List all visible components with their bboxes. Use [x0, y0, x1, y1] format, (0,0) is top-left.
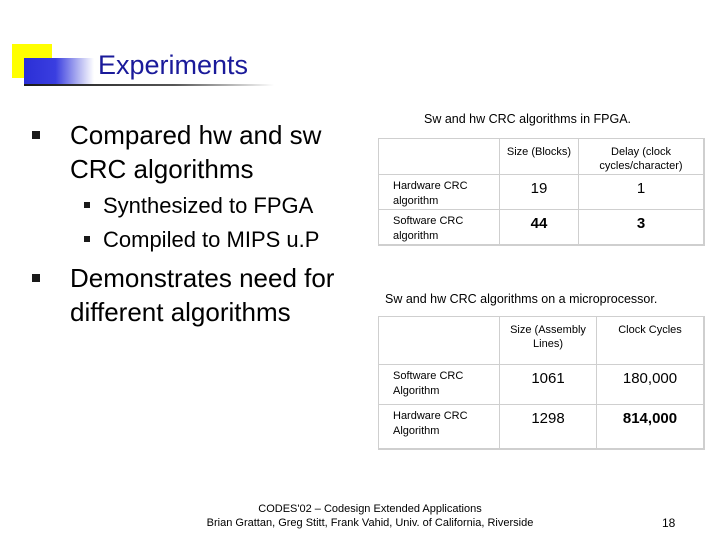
table-row [379, 405, 705, 449]
bullet-text: Demonstrates need for different algorithms [70, 263, 335, 327]
bullet-square-icon [32, 131, 40, 139]
column-header-clock-cycles: Clock Cycles [597, 317, 705, 365]
slide-title: Experiments [98, 50, 249, 80]
bullet-demonstrates [70, 261, 365, 329]
bullet-text: Compared hw and sw CRC algorithms [70, 120, 322, 184]
row-label: Hardware CRC algorithm [379, 175, 500, 210]
cell-size: 19 [500, 175, 579, 210]
fpga-table-caption: Sw and hw CRC algorithms in FPGA. [424, 112, 632, 126]
footer-line-1: CODES'02 – Codesign Extended Applications [258, 503, 482, 515]
slide-footer [0, 502, 720, 530]
table-corner-cell [379, 139, 500, 175]
cell-size: 44 [500, 210, 579, 246]
cell-delay: 3 [579, 210, 705, 246]
page-number: 18 [662, 516, 676, 530]
fpga-table [378, 138, 705, 246]
footer-line-2: Brian Grattan, Greg Stitt, Frank Vahid, Univ. of California, Riverside [206, 517, 534, 529]
sub-bullet-text: Synthesized to FPGA [103, 193, 314, 218]
column-header-size: Size (Assembly Lines) [500, 317, 597, 365]
sub-bullet-square-icon [84, 236, 90, 242]
sub-bullet-text: Compiled to MIPS u.P [103, 227, 320, 252]
table-row [379, 175, 705, 210]
cell-size: 1061 [500, 365, 597, 405]
table-header-row [379, 139, 705, 175]
cell-size: 1298 [500, 405, 597, 449]
micro-table-caption: Sw and hw CRC algorithms on a microprocessor. [385, 292, 658, 306]
row-label: Hardware CRC Algorithm [379, 405, 500, 449]
row-label: Software CRC Algorithm [379, 365, 500, 405]
sub-bullet-mips [103, 226, 319, 254]
column-header-delay: Delay (clock cycles/character) [579, 139, 705, 175]
table-row [379, 210, 705, 246]
bullet-compared [70, 118, 360, 186]
title-underline [24, 84, 274, 86]
table-corner-cell [379, 317, 500, 365]
micro-table [378, 316, 705, 450]
cell-clock-cycles: 814,000 [597, 405, 705, 449]
table-row [379, 365, 705, 405]
cell-clock-cycles: 180,000 [597, 365, 705, 405]
bullet-square-icon [32, 274, 40, 282]
sub-bullet-square-icon [84, 202, 90, 208]
table-header-row [379, 317, 705, 365]
sub-bullet-fpga [103, 192, 313, 220]
column-header-size: Size (Blocks) [500, 139, 579, 175]
cell-delay: 1 [579, 175, 705, 210]
title-decoration-blue [24, 58, 94, 86]
row-label: Software CRC algorithm [379, 210, 500, 246]
